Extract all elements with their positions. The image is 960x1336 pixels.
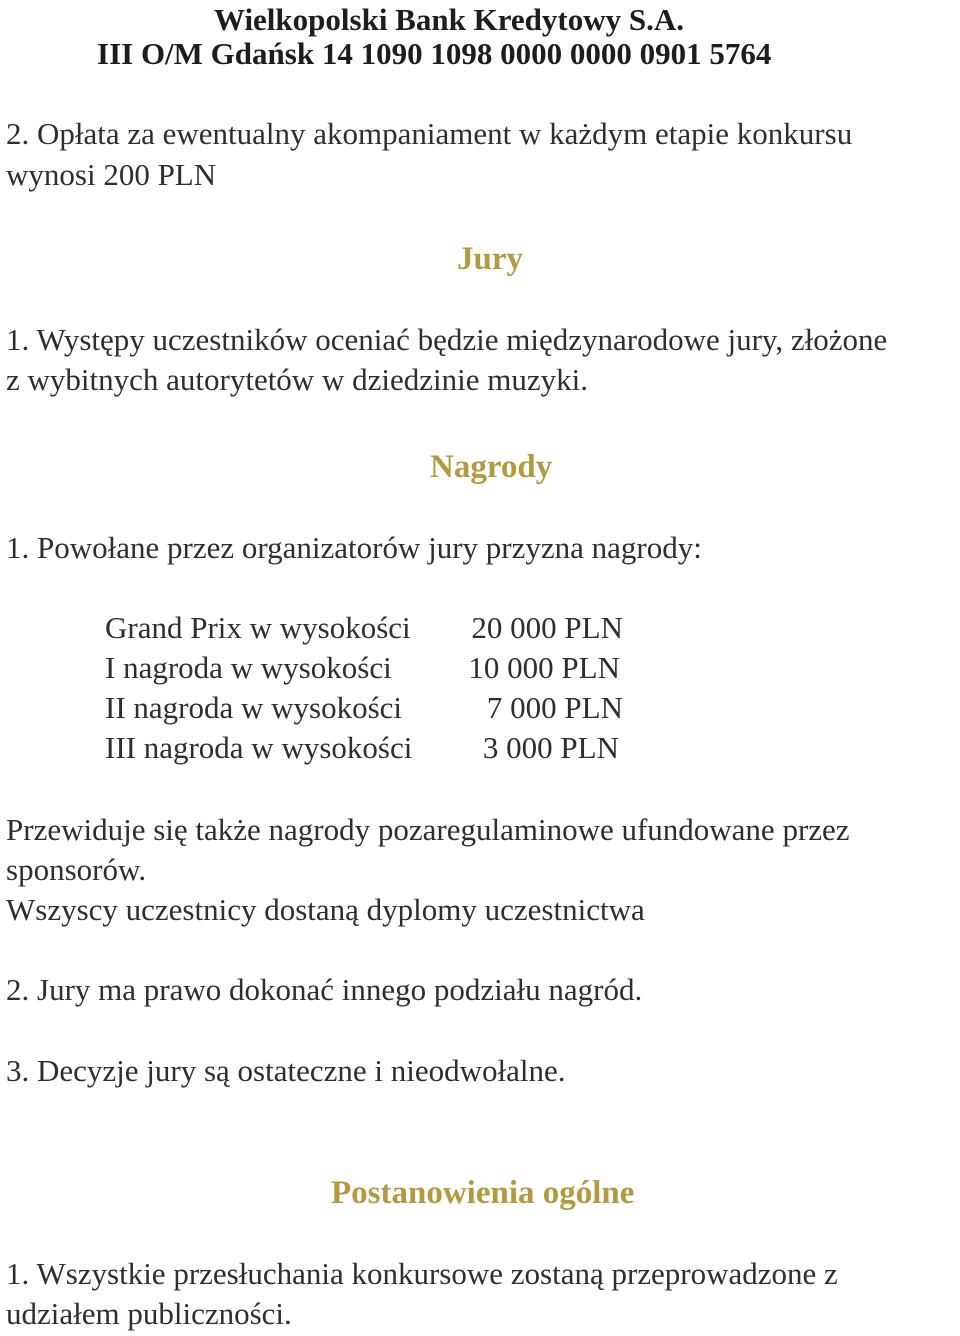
prizes-diplomas: Wszyscy uczestnicy dostaną dyplomy uczestnictwa bbox=[6, 892, 645, 927]
prize-label-first: I nagroda w wysokości bbox=[105, 650, 392, 685]
fee-item-2-line-1: 2. Opłata za ewentualny akompaniament w każdym etapie konkursu bbox=[6, 116, 853, 151]
prize-label-second: II nagroda w wysokości bbox=[105, 690, 403, 725]
prize-value-second: 7 000 PLN bbox=[486, 690, 623, 725]
prize-value-grand-prix: 20 000 PLN bbox=[471, 610, 623, 645]
general-heading: Postanowienia ogólne bbox=[331, 1175, 635, 1211]
jury-item-1-line-2: z wybitnych autorytetów w dziedzinie muzyki. bbox=[6, 362, 588, 397]
prizes-item-2: 2. Jury ma prawo dokonać innego podziału nagród. bbox=[6, 972, 643, 1007]
general-item-1-line-2: udziałem publiczności. bbox=[6, 1296, 292, 1331]
prize-value-first: 10 000 PLN bbox=[468, 650, 620, 685]
bank-name: Wielkopolski Bank Kredytowy S.A. bbox=[214, 2, 684, 37]
jury-item-1-line-1: 1. Występy uczestników oceniać będzie międzynarodowe jury, złożone bbox=[6, 322, 888, 357]
fee-item-2-line-2: wynosi 200 PLN bbox=[6, 157, 217, 192]
prize-label-third: III nagroda w wysokości bbox=[105, 730, 413, 765]
bank-account: III O/M Gdańsk 14 1090 1098 0000 0000 0901 5764 bbox=[97, 36, 772, 71]
prizes-item-3: 3. Decyzje jury są ostateczne i nieodwołalne. bbox=[6, 1053, 566, 1088]
jury-heading: Jury bbox=[457, 241, 523, 277]
prize-value-third: 3 000 PLN bbox=[482, 730, 619, 765]
prizes-extra-line-2: sponsorów. bbox=[6, 852, 147, 887]
prizes-extra-line-1: Przewiduje się także nagrody pozaregulaminowe ufundowane przez bbox=[6, 812, 850, 847]
general-item-1-line-1: 1. Wszystkie przesłuchania konkursowe zostaną przeprowadzone z bbox=[6, 1256, 838, 1291]
prize-label-grand-prix: Grand Prix w wysokości bbox=[105, 610, 411, 645]
prizes-heading: Nagrody bbox=[430, 449, 553, 485]
prizes-intro: 1. Powołane przez organizatorów jury przyzna nagrody: bbox=[6, 530, 702, 565]
